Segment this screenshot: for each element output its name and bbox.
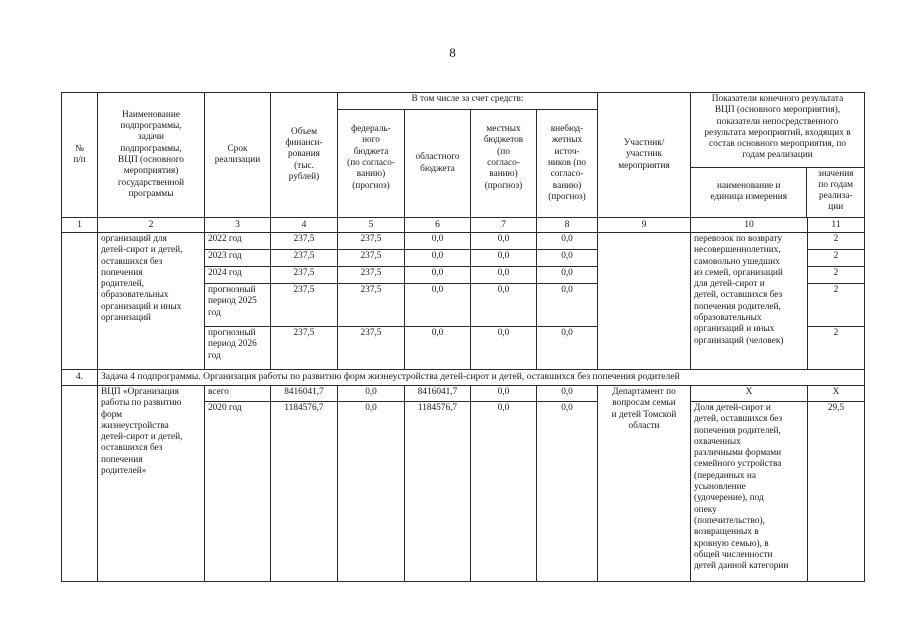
task4-title: Задача 4 подпрограммы. Организация работы по развитию форм жизнеустройства детей-сирот и детей, оставшихся без попечения родителей [98,370,865,386]
block1-regional: 0,0 [405,267,471,284]
program-table [61,92,865,582]
block1-name: организаций для детей-сирот и детей, оставшихся без попечения родителей, образовательных организаций и иных организаций [98,233,205,370]
task4-number: 4. [62,370,98,386]
block1-extra: 0,0 [537,250,598,267]
block1-extra: 0,0 [537,284,598,327]
block1-local: 0,0 [471,267,537,284]
header-sources-group: В том числе за счет средств: [338,93,598,110]
block1-local: 0,0 [471,233,537,250]
block1-volume: 237,5 [271,327,338,370]
block1-volume: 237,5 [271,233,338,250]
block1-extra: 0,0 [537,267,598,284]
block2-extra: 0,0 [537,402,598,582]
header-local: местных бюджетов (по согласо- ванию) (прогноз) [471,110,537,218]
colnum-8: 8 [537,218,598,233]
block1-volume: 237,5 [271,284,338,327]
block2-volume: 8416041,7 [271,386,338,402]
block2-local: 0,0 [471,402,537,582]
colnum-10: 10 [691,218,808,233]
header-term: Срок реализации [205,93,271,218]
block1-value: 2 [808,284,865,327]
block1-regional: 0,0 [405,327,471,370]
block1-federal: 237,5 [338,250,405,267]
colnum-5: 5 [338,218,405,233]
colnum-1: 1 [62,218,98,233]
block1-participant [598,233,691,370]
colnum-6: 6 [405,218,471,233]
block2-federal: 0,0 [338,386,405,402]
header-name: Наименование подпрограммы, задачи подпрограммы, ВЦП (основного мероприятия) государственной программы [98,93,205,218]
block2-term: всего [205,386,271,402]
block1-local: 0,0 [471,284,537,327]
block1-regional: 0,0 [405,250,471,267]
header-indicator-name: наименование и единица измерения [691,167,807,217]
indicators-header-table [691,93,864,217]
block1-volume: 237,5 [271,250,338,267]
block1-value: 2 [808,267,865,284]
block2-local: 0,0 [471,386,537,402]
colnum-4: 4 [271,218,338,233]
block1-value: 2 [808,250,865,267]
block2-participant: Департамент по вопросам семьи и детей Томской области [598,386,691,582]
block1-indicator: перевозок по возврату несовершеннолетних, самовольно ушедших из семей, организаций для детей-сирот и детей, оставшихся без попечения родителей, образовательных организаций и иных организаций (человек) [691,233,808,370]
block1-regional: 0,0 [405,284,471,327]
block1-federal: 237,5 [338,267,405,284]
page-number: 8 [449,45,456,60]
block1-local: 0,0 [471,327,537,370]
task-row [62,370,865,386]
colnum-9: 9 [598,218,691,233]
block1-term: 2023 год [205,250,271,267]
block2-value-x: Х [808,386,865,402]
colnum-7: 7 [471,218,537,233]
block2-extra: 0,0 [537,386,598,402]
block2-name: ВЦП «Организация работы по развитию форм жизнеустройства детей-сирот и детей, оставшихся без попечения родителей» [98,386,205,582]
block1-federal: 237,5 [338,327,405,370]
block1-number-cell [62,233,98,370]
block1-federal: 237,5 [338,233,405,250]
colnum-2: 2 [98,218,205,233]
header-federal: федераль- ного бюджета (по согласо- ванию) (прогноз) [338,110,405,218]
block1-term: 2022 год [205,233,271,250]
block2-regional: 8416041,7 [405,386,471,402]
block1-regional: 0,0 [405,233,471,250]
header-indicator-values: значения по годам реализа- ции [818,168,854,213]
block1-value: 2 [808,233,865,250]
block1-value: 2 [808,327,865,370]
block2-number-cell [62,386,98,582]
block1-extra: 0,0 [537,233,598,250]
table-row [62,386,865,402]
block2-indicator: Доля детей-сирот и детей, оставшихся без попечения родителей, охваченных различными формами семейного устройства (переданных на усыновление (удочерение), под опеку (попечительство), возвращенных в кровную семью), в общей численности детей данной категории [691,402,808,582]
block2-value: 29,5 [808,402,865,582]
header-indicators-group: Показатели конечного результата ВЦП (основного мероприятия), показатели непосредственного результата мероприятий, входящих в состав основного мероприятия, по годам реализации [691,93,864,167]
block1-term: прогнозный период 2026 год [205,327,271,370]
block2-term: 2020 год [205,402,271,582]
header-indicators-group-wrapper [691,93,865,218]
block2-federal: 0,0 [338,402,405,582]
block1-volume: 237,5 [271,267,338,284]
block1-extra: 0,0 [537,327,598,370]
header-regional: областного бюджета [405,110,471,218]
colnum-3: 3 [205,218,271,233]
header-participant: Участник/ участник мероприятия [598,93,691,218]
block1-federal: 237,5 [338,284,405,327]
table-row [62,233,865,250]
block2-volume: 1184576,7 [271,402,338,582]
block1-term: прогнозный период 2025 год [205,284,271,327]
block1-term: 2024 год [205,267,271,284]
colnum-11: 11 [808,218,865,233]
header-volume: Объем финанси- рования (тыс. рублей) [271,93,338,218]
header-number: № п/п [62,93,98,218]
block2-indicator-x: Х [691,386,808,402]
header-extra: внебюд- жетных источ- ников (по согласо- ванию) (прогноз) [537,110,598,218]
block1-local: 0,0 [471,250,537,267]
block2-regional: 1184576,7 [405,402,471,582]
